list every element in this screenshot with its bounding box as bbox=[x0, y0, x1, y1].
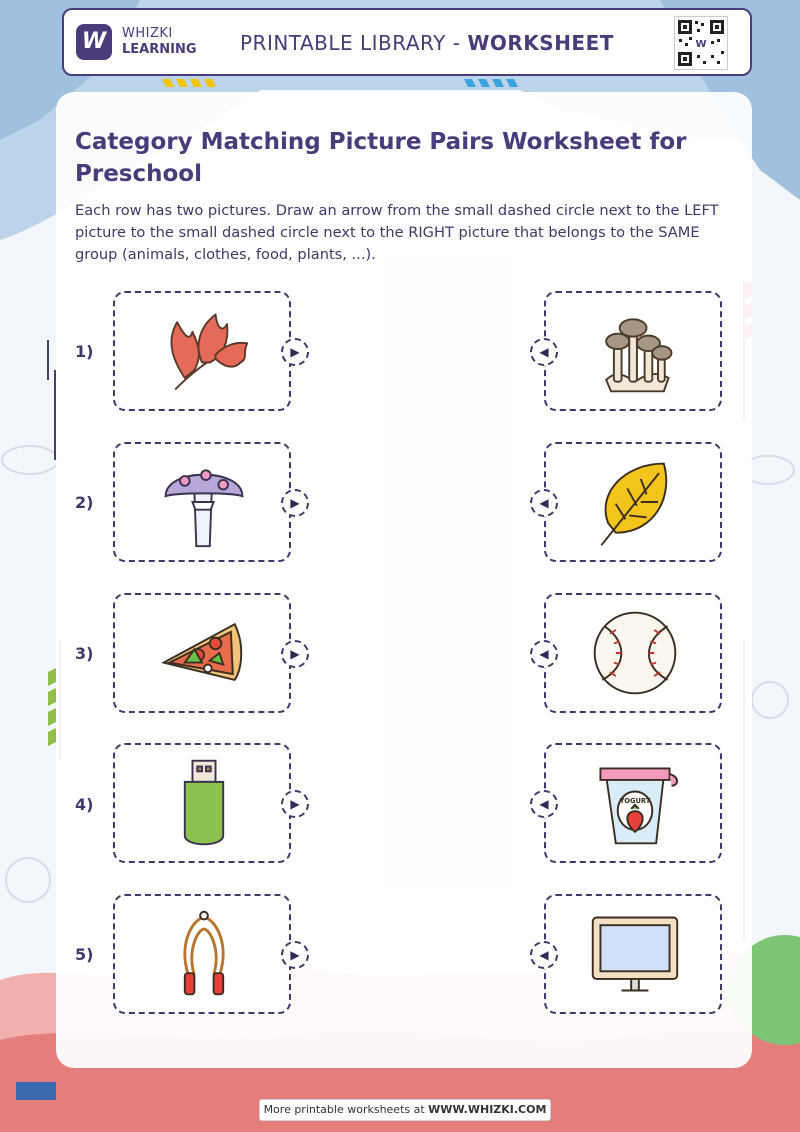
right-match-dot-5[interactable]: ◀ bbox=[530, 941, 558, 969]
right-match-dot-4[interactable]: ◀ bbox=[530, 790, 558, 818]
blue-stripe-decoration bbox=[464, 77, 524, 89]
mushroom-icon bbox=[155, 454, 253, 550]
row-number-5: 5) bbox=[75, 945, 94, 964]
header-title-bold: WORKSHEET bbox=[467, 31, 614, 55]
worksheet-instructions: Each row has two pictures. Draw an arrow from the small dashed circle next to the LEFT picture to the small dashed circle next to the RIGHT picture that belongs to the SAME group (animals, clothes, food, plants, ...). bbox=[75, 202, 719, 263]
footer-prefix: More printable worksheets at bbox=[263, 1103, 429, 1116]
left-match-dot-2[interactable]: ▶ bbox=[281, 489, 309, 517]
computer-monitor-icon bbox=[586, 906, 684, 1002]
pizza-slice-icon bbox=[155, 605, 253, 701]
whizki-logo-icon[interactable]: W bbox=[76, 24, 112, 60]
footer-link[interactable] bbox=[259, 1099, 551, 1121]
left-match-dot-4[interactable]: ▶ bbox=[281, 790, 309, 818]
site-header bbox=[62, 8, 752, 76]
row-number-3: 3) bbox=[75, 644, 94, 663]
row-number-1: 1) bbox=[75, 342, 94, 361]
left-picture-box-5 bbox=[113, 894, 300, 1014]
left-picture-box-3 bbox=[113, 593, 300, 713]
worksheet-title: Category Matching Picture Pairs Worksheet for Preschool bbox=[75, 129, 687, 187]
jump-rope-icon bbox=[155, 906, 253, 1002]
mushrooms-cluster-icon bbox=[586, 303, 684, 399]
autumn-leaves-icon bbox=[155, 303, 253, 399]
usb-drive-icon bbox=[155, 755, 253, 851]
yellow-leaf-icon bbox=[586, 454, 684, 550]
header-title-prefix: PRINTABLE LIBRARY - bbox=[240, 31, 468, 55]
header-title bbox=[240, 31, 614, 55]
right-match-dot-2[interactable]: ◀ bbox=[530, 489, 558, 517]
left-picture-box-1 bbox=[113, 291, 300, 411]
yogurt-label: YOGURT bbox=[619, 797, 651, 805]
left-match-dot-3[interactable]: ▶ bbox=[281, 640, 309, 668]
logo-brand-sub: LEARNING bbox=[122, 42, 197, 57]
left-match-dot-5[interactable]: ▶ bbox=[281, 941, 309, 969]
right-picture-box-2 bbox=[539, 442, 722, 562]
right-picture-box-1 bbox=[539, 291, 722, 411]
baseball-icon bbox=[586, 605, 684, 701]
right-match-dot-1[interactable]: ◀ bbox=[530, 338, 558, 366]
yogurt-cup-icon bbox=[586, 755, 684, 851]
footer-site[interactable]: WWW.WHIZKI.COM bbox=[428, 1103, 547, 1116]
qr-code-icon[interactable] bbox=[674, 16, 728, 70]
right-picture-box-5 bbox=[539, 894, 722, 1014]
logo-brand-name: WHIZKI bbox=[122, 26, 173, 41]
left-picture-box-4 bbox=[113, 743, 300, 863]
right-picture-box-3 bbox=[539, 593, 722, 713]
row-number-4: 4) bbox=[75, 795, 94, 814]
qr-logo-mark: W bbox=[695, 39, 707, 50]
left-picture-box-2 bbox=[113, 442, 300, 562]
row-number-2: 2) bbox=[75, 493, 94, 512]
yellow-stripe-decoration bbox=[162, 77, 222, 89]
right-picture-box-4 bbox=[539, 743, 722, 863]
left-match-dot-1[interactable]: ▶ bbox=[281, 338, 309, 366]
right-match-dot-3[interactable]: ◀ bbox=[530, 640, 558, 668]
